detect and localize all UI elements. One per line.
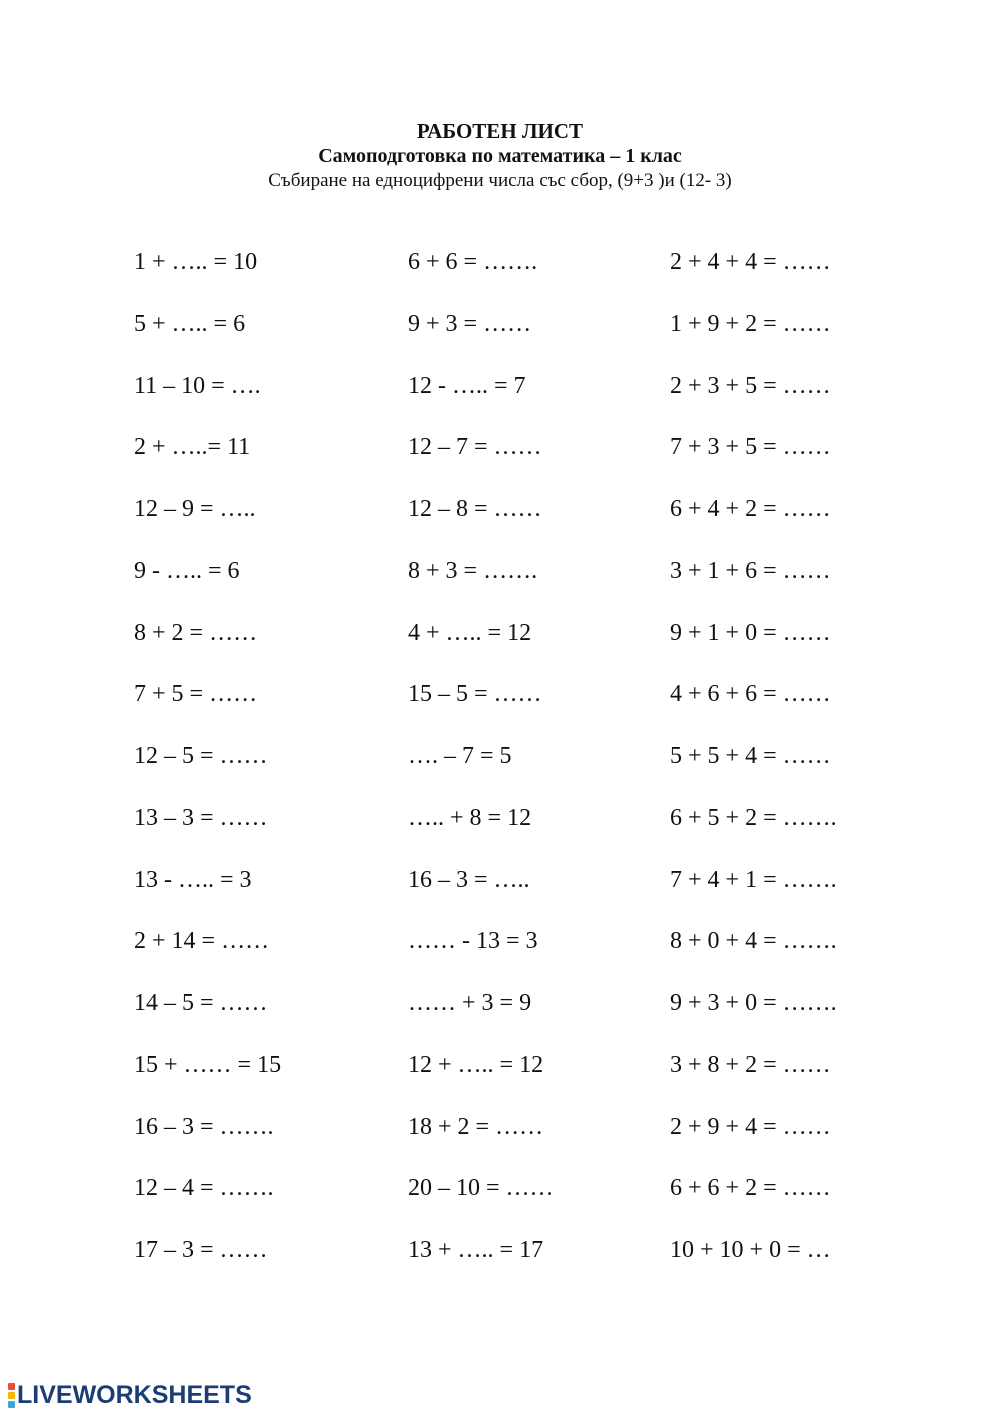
exercise-item: 13 + ….. = 17	[408, 1237, 544, 1263]
exercise-item: 15 + …… = 15	[134, 1051, 282, 1078]
liveworksheets-logo	[8, 1380, 252, 1410]
exercise-item: 15 – 5 = ……	[408, 681, 542, 708]
exercise-row	[0, 1047, 1000, 1109]
exercise-item: 13 – 3 = ……	[134, 804, 268, 831]
exercise-item: 5 + ….. = 6	[134, 310, 246, 337]
exercise-item: 2 + 3 + 5 = ……	[670, 372, 831, 399]
exercise-row	[0, 429, 1000, 491]
exercise-row	[0, 244, 1000, 306]
exercise-item: …… - 13 = 3	[408, 928, 538, 955]
exercise-row	[0, 1232, 1000, 1294]
exercise-item: 17 – 3 = ……	[134, 1237, 268, 1263]
exercise-item: 16 – 3 = …….	[134, 1113, 274, 1140]
exercise-item: 2 + 14 = ……	[134, 928, 270, 955]
exercise-item: 9 + 3 = ……	[408, 310, 532, 337]
exercise-item: 11 – 10 = ….	[134, 372, 261, 399]
exercise-item: 8 + 3 = …….	[408, 557, 538, 584]
exercise-item: 10 + 10 + 0 = …	[670, 1237, 831, 1263]
exercise-item: 6 + 6 = …….	[408, 249, 538, 275]
exercise-item: 20 – 10 = ……	[408, 1175, 554, 1202]
exercise-item: ….. + 8 = 12	[408, 804, 532, 831]
exercise-item: …… + 3 = 9	[408, 990, 532, 1016]
exercise-item: 3 + 1 + 6 = ……	[670, 557, 831, 584]
exercise-item: 9 + 3 + 0 = …….	[670, 990, 837, 1016]
exercise-item: 16 – 3 = …..	[408, 866, 530, 893]
exercise-item: 2 + …..= 11	[134, 434, 251, 461]
exercise-item: 12 – 9 = …..	[134, 496, 256, 522]
exercise-row	[0, 1109, 1000, 1171]
exercise-item: 9 + 1 + 0 = ……	[670, 619, 831, 646]
exercise-item: 6 + 5 + 2 = …….	[670, 804, 837, 831]
exercise-item: 7 + 5 = ……	[134, 681, 258, 708]
worksheet-title: РАБОТЕН ЛИСТ	[416, 119, 584, 143]
exercise-item: 9 - ….. = 6	[134, 557, 240, 584]
exercise-row	[0, 491, 1000, 553]
worksheet-subtitle: Самоподготовка по математика – 1 клас	[318, 145, 682, 167]
exercise-row	[0, 985, 1000, 1047]
exercise-item: 7 + 3 + 5 = ……	[670, 434, 831, 461]
exercise-item: 1 + ….. = 10	[134, 249, 258, 275]
exercise-row	[0, 553, 1000, 615]
exercise-item: 14 – 5 = ……	[134, 990, 268, 1016]
exercise-item: 6 + 4 + 2 = ……	[670, 496, 831, 522]
exercise-row	[0, 738, 1000, 800]
exercise-item: …. – 7 = 5	[408, 743, 512, 769]
exercise-item: 4 + ….. = 12	[408, 619, 532, 646]
exercise-row	[0, 368, 1000, 430]
exercise-item: 4 + 6 + 6 = ……	[670, 681, 831, 708]
logo-text: LIVEWORKSHEETS	[17, 1380, 252, 1409]
logo-mark-icon	[8, 1382, 15, 1409]
worksheet-topic: Събиране на едноцифрени числа със сбор, (9+3 )и (12- 3)	[268, 170, 732, 191]
exercise-item: 5 + 5 + 4 = ……	[670, 743, 831, 769]
exercise-row	[0, 676, 1000, 738]
exercise-item: 12 – 7 = ……	[408, 434, 542, 461]
exercise-item: 12 – 8 = ……	[408, 496, 542, 522]
exercise-item: 6 + 6 + 2 = ……	[670, 1175, 831, 1202]
exercise-item: 7 + 4 + 1 = …….	[670, 866, 837, 893]
exercise-item: 2 + 9 + 4 = ……	[670, 1113, 831, 1140]
exercise-row	[0, 306, 1000, 368]
exercise-item: 13 - ….. = 3	[134, 866, 252, 893]
exercise-row	[0, 1170, 1000, 1232]
worksheet-header	[0, 118, 1000, 194]
exercise-item: 2 + 4 + 4 = ……	[670, 249, 831, 275]
exercise-item: 12 + ….. = 12	[408, 1051, 544, 1078]
exercise-item: 8 + 0 + 4 = …….	[670, 928, 837, 955]
exercise-item: 12 - ….. = 7	[408, 372, 526, 399]
exercise-row	[0, 615, 1000, 677]
exercise-row	[0, 862, 1000, 924]
exercise-item: 18 + 2 = ……	[408, 1113, 544, 1140]
exercise-item: 12 – 4 = …….	[134, 1175, 274, 1202]
exercise-item: 1 + 9 + 2 = ……	[670, 310, 831, 337]
exercise-grid	[0, 244, 1000, 1294]
exercise-row	[0, 923, 1000, 985]
exercise-item: 12 – 5 = ……	[134, 743, 268, 769]
exercise-item: 3 + 8 + 2 = ……	[670, 1051, 831, 1078]
exercise-item: 8 + 2 = ……	[134, 619, 258, 646]
exercise-row	[0, 800, 1000, 862]
